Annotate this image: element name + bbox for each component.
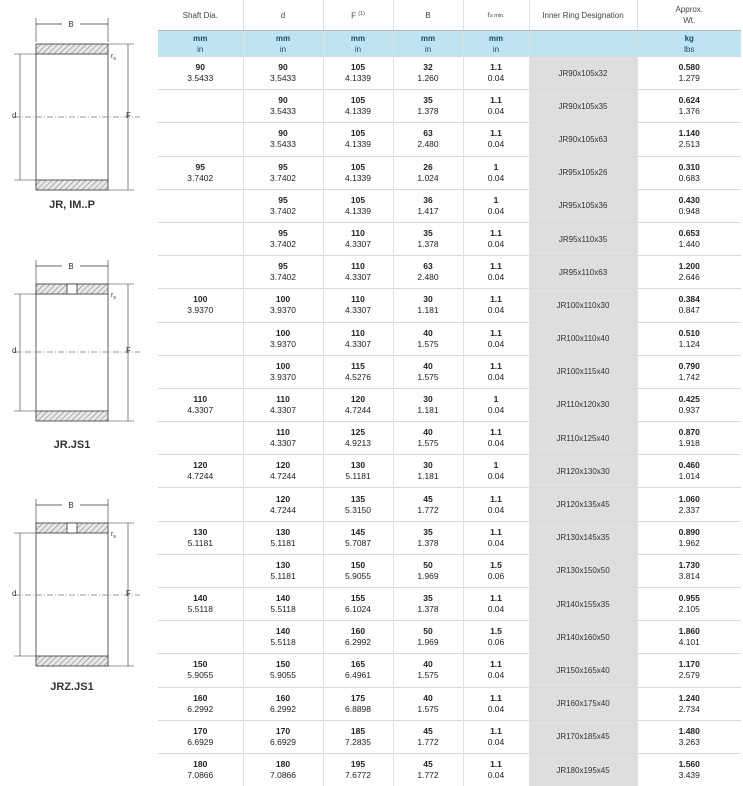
cell-f: 105 4.1339: [323, 156, 393, 189]
cell-d: 130 5.1181: [243, 521, 323, 554]
cell-b: 45 1.772: [393, 488, 463, 521]
cell-weight: 0.580 1.279: [637, 57, 741, 90]
cell-f: 110 4.3307: [323, 222, 393, 255]
table-row: [158, 289, 741, 322]
cell-f: 145 5.7087: [323, 521, 393, 554]
cell-d: 140 5.5118: [243, 588, 323, 621]
dim-r-label: $r_s$: [111, 53, 116, 62]
cell-d: 100 3.9370: [243, 289, 323, 322]
cell-shaft: 140 5.5118: [158, 588, 243, 621]
cell-designation: JR110x120x30: [529, 388, 637, 421]
col-header-weight: Approx. Wt.: [637, 0, 741, 31]
cell-weight: 0.310 0.683: [637, 156, 741, 189]
cell-weight: 0.510 1.124: [637, 322, 741, 355]
cell-designation: JR100x115x40: [529, 355, 637, 388]
table-row: [158, 521, 741, 554]
unit-b: mm in: [393, 31, 463, 57]
cell-d: 95 3.7402: [243, 222, 323, 255]
cell-designation: JR95x110x63: [529, 256, 637, 289]
cell-weight: 0.790 1.742: [637, 355, 741, 388]
table-row: [158, 90, 741, 123]
cell-shaft: 130 5.1181: [158, 521, 243, 554]
cell-b: 40 1.575: [393, 422, 463, 455]
cell-f: 120 4.7244: [323, 388, 393, 421]
cell-weight: 0.870 1.918: [637, 422, 741, 455]
table-row: [158, 554, 741, 587]
cell-shaft: 150 5.9055: [158, 654, 243, 687]
cell-shaft: [158, 189, 243, 222]
table-row: [158, 621, 741, 654]
dim-b-label: B: [68, 501, 74, 510]
cell-d: 180 7.0866: [243, 753, 323, 786]
cell-designation: JR130x145x35: [529, 521, 637, 554]
cell-f: 105 4.1339: [323, 189, 393, 222]
cell-d: 90 3.5433: [243, 57, 323, 90]
cell-f: 115 4.5276: [323, 355, 393, 388]
table-row: [158, 588, 741, 621]
cell-b: 30 1.181: [393, 388, 463, 421]
cell-f: 150 5.9055: [323, 554, 393, 587]
cell-shaft: [158, 256, 243, 289]
cell-b: 50 1.969: [393, 554, 463, 587]
cell-weight: 0.425 0.937: [637, 388, 741, 421]
cell-b: 26 1.024: [393, 156, 463, 189]
cell-b: 45 1.772: [393, 753, 463, 786]
cell-designation: JR130x150x50: [529, 554, 637, 587]
drawing-jrzjs1: [12, 499, 140, 693]
cell-designation: JR90x105x32: [529, 57, 637, 90]
table-row: [158, 189, 741, 222]
drawing-jr: [12, 18, 140, 211]
caption-jr: JR, IM..P: [49, 199, 95, 211]
dim-d-label: d: [12, 589, 17, 598]
unit-f: mm in: [323, 31, 393, 57]
units-row: [158, 31, 741, 57]
cell-f: 110 4.3307: [323, 289, 393, 322]
cell-weight: 0.624 1.376: [637, 90, 741, 123]
table-row: [158, 422, 741, 455]
cell-designation: JR170x185x45: [529, 720, 637, 753]
cell-d: 95 3.7402: [243, 156, 323, 189]
cell-b: 63 2.480: [393, 123, 463, 156]
cell-f: 175 6.8898: [323, 687, 393, 720]
cell-designation: JR160x175x40: [529, 687, 637, 720]
cell-shaft: [158, 355, 243, 388]
cell-weight: 0.430 0.948: [637, 189, 741, 222]
cell-r: 1 0.04: [463, 455, 529, 488]
cell-weight: 1.060 2.337: [637, 488, 741, 521]
cell-weight: 1.240 2.734: [637, 687, 741, 720]
col-header-d: d: [243, 0, 323, 31]
col-header-shaft: Shaft Dia.: [158, 0, 243, 31]
cell-shaft: 110 4.3307: [158, 388, 243, 421]
cell-d: 95 3.7402: [243, 256, 323, 289]
cell-d: 100 3.9370: [243, 355, 323, 388]
cell-shaft: 90 3.5433: [158, 57, 243, 90]
table-row: [158, 222, 741, 255]
cell-r: 1.1 0.04: [463, 753, 529, 786]
cell-designation: JR90x105x35: [529, 90, 637, 123]
cell-weight: 1.200 2.646: [637, 256, 741, 289]
cell-designation: JR100x110x40: [529, 322, 637, 355]
cell-d: 95 3.7402: [243, 189, 323, 222]
cell-f: 110 4.3307: [323, 256, 393, 289]
table-row: [158, 687, 741, 720]
dim-f-label: F: [126, 589, 131, 598]
cell-d: 120 4.7244: [243, 455, 323, 488]
table-row: [158, 753, 741, 786]
caption-jrjs1: JR.JS1: [53, 439, 91, 451]
cell-r: 1 0.04: [463, 388, 529, 421]
cell-b: 63 2.480: [393, 256, 463, 289]
cell-designation: JR95x110x35: [529, 222, 637, 255]
cell-weight: 1.140 2.513: [637, 123, 741, 156]
cell-b: 45 1.772: [393, 720, 463, 753]
cell-designation: JR140x160x50: [529, 621, 637, 654]
cell-weight: 1.560 3.439: [637, 753, 741, 786]
cell-b: 30 1.181: [393, 455, 463, 488]
cell-shaft: [158, 488, 243, 521]
col-header-designation: Inner Ring Designation: [529, 0, 637, 31]
cell-r: 1.1 0.04: [463, 588, 529, 621]
cell-shaft: [158, 422, 243, 455]
cell-b: 35 1.378: [393, 90, 463, 123]
cell-r: 1.1 0.04: [463, 654, 529, 687]
cell-f: 105 4.1339: [323, 123, 393, 156]
unit-weight: kg lbs: [637, 31, 741, 57]
cell-weight: 0.890 1.962: [637, 521, 741, 554]
cell-shaft: [158, 322, 243, 355]
cell-shaft: 160 6.2992: [158, 687, 243, 720]
cell-designation: JR180x195x45: [529, 753, 637, 786]
cell-designation: JR95x105x26: [529, 156, 637, 189]
cell-r: 1.1 0.04: [463, 687, 529, 720]
cell-designation: JR95x105x36: [529, 189, 637, 222]
unit-d: mm in: [243, 31, 323, 57]
dim-f-label: F: [126, 111, 131, 120]
cell-designation: JR120x135x45: [529, 488, 637, 521]
cell-f: 110 4.3307: [323, 322, 393, 355]
dim-b-label: B: [68, 20, 74, 29]
cell-b: 35 1.378: [393, 222, 463, 255]
cell-shaft: 180 7.0866: [158, 753, 243, 786]
cell-f: 165 6.4961: [323, 654, 393, 687]
cell-r: 1.1 0.04: [463, 222, 529, 255]
cell-r: 1.1 0.04: [463, 322, 529, 355]
cell-r: 1 0.04: [463, 156, 529, 189]
cell-shaft: [158, 222, 243, 255]
cell-f: 185 7.2835: [323, 720, 393, 753]
cell-r: 1.1 0.04: [463, 256, 529, 289]
cell-b: 32 1.260: [393, 57, 463, 90]
cell-r: 1.1 0.04: [463, 289, 529, 322]
table-row: [158, 322, 741, 355]
cell-r: 1.1 0.04: [463, 521, 529, 554]
cell-b: 35 1.378: [393, 521, 463, 554]
unit-shaft: mm in: [158, 31, 243, 57]
table-row: [158, 355, 741, 388]
dim-f-label: F: [126, 346, 131, 355]
cell-d: 130 5.1181: [243, 554, 323, 587]
drawing-jrjs1: [12, 260, 140, 451]
cell-d: 100 3.9370: [243, 322, 323, 355]
header-row: [158, 0, 741, 31]
cell-weight: 0.384 0.847: [637, 289, 741, 322]
dim-b-label: B: [68, 262, 74, 271]
cell-f: 160 6.2992: [323, 621, 393, 654]
cell-r: 1 0.04: [463, 189, 529, 222]
cell-f: 135 5.3150: [323, 488, 393, 521]
table-row: [158, 156, 741, 189]
cell-weight: 0.955 2.105: [637, 588, 741, 621]
cell-d: 110 4.3307: [243, 422, 323, 455]
cell-designation: JR110x125x40: [529, 422, 637, 455]
cell-f: 105 4.1339: [323, 57, 393, 90]
cell-shaft: [158, 90, 243, 123]
cell-r: 1.1 0.04: [463, 720, 529, 753]
table-row: [158, 57, 741, 90]
dim-r-label: $r_s$: [111, 531, 116, 540]
cell-r: 1.1 0.04: [463, 422, 529, 455]
cell-weight: 0.460 1.014: [637, 455, 741, 488]
cell-b: 40 1.575: [393, 322, 463, 355]
cell-d: 90 3.5433: [243, 123, 323, 156]
cell-d: 140 5.5118: [243, 621, 323, 654]
dim-d-label: d: [12, 346, 17, 355]
col-header-f: F $^{(1)}$: [323, 0, 393, 31]
cell-d: 90 3.5433: [243, 90, 323, 123]
cell-shaft: 170 6.6929: [158, 720, 243, 753]
cell-d: 170 6.6929: [243, 720, 323, 753]
cell-b: 40 1.575: [393, 355, 463, 388]
cell-designation: JR140x155x35: [529, 588, 637, 621]
cell-d: 160 6.2992: [243, 687, 323, 720]
cell-b: 36 1.417: [393, 189, 463, 222]
cell-f: 105 4.1339: [323, 90, 393, 123]
col-header-b: B: [393, 0, 463, 31]
cell-d: 120 4.7244: [243, 488, 323, 521]
unit-r: mm in: [463, 31, 529, 57]
table-row: [158, 388, 741, 421]
cell-weight: 1.480 3.263: [637, 720, 741, 753]
cell-designation: JR100x110x30: [529, 289, 637, 322]
cell-f: 155 6.1024: [323, 588, 393, 621]
dim-d-label: d: [12, 111, 17, 120]
cell-b: 30 1.181: [393, 289, 463, 322]
cell-weight: 1.860 4.101: [637, 621, 741, 654]
cell-designation: JR150x165x40: [529, 654, 637, 687]
cell-weight: 0.653 1.440: [637, 222, 741, 255]
cell-r: 1.1 0.04: [463, 57, 529, 90]
cell-shaft: 95 3.7402: [158, 156, 243, 189]
cell-d: 150 5.9055: [243, 654, 323, 687]
cell-designation: JR90x105x63: [529, 123, 637, 156]
cell-shaft: [158, 123, 243, 156]
cell-f: 125 4.9213: [323, 422, 393, 455]
table-row: [158, 720, 741, 753]
cell-r: 1.1 0.04: [463, 488, 529, 521]
cell-r: 1.1 0.04: [463, 123, 529, 156]
col-header-r: rs min.: [463, 0, 529, 31]
table-row: [158, 488, 741, 521]
cell-r: 1.1 0.04: [463, 355, 529, 388]
table-row: [158, 654, 741, 687]
cell-b: 40 1.575: [393, 687, 463, 720]
cell-b: 40 1.575: [393, 654, 463, 687]
cell-r: 1.1 0.04: [463, 90, 529, 123]
table-row: [158, 123, 741, 156]
table-row: [158, 256, 741, 289]
cell-r: 1.5 0.06: [463, 554, 529, 587]
cell-weight: 1.730 3.814: [637, 554, 741, 587]
cell-f: 130 5.1181: [323, 455, 393, 488]
cell-designation: JR120x130x30: [529, 455, 637, 488]
unit-designation: [529, 31, 637, 57]
caption-jrzjs1: JRZ.JS1: [50, 681, 94, 693]
bearing-drawings: [0, 0, 157, 767]
cell-b: 35 1.378: [393, 588, 463, 621]
dim-r-label: $r_s$: [111, 292, 116, 301]
cell-f: 195 7.6772: [323, 753, 393, 786]
cell-d: 110 4.3307: [243, 388, 323, 421]
cell-shaft: [158, 621, 243, 654]
cell-shaft: 120 4.7244: [158, 455, 243, 488]
cell-r: 1.5 0.06: [463, 621, 529, 654]
cell-shaft: 100 3.9370: [158, 289, 243, 322]
inner-ring-table: [158, 0, 741, 786]
cell-weight: 1.170 2.579: [637, 654, 741, 687]
table-row: [158, 455, 741, 488]
cell-shaft: [158, 554, 243, 587]
cell-b: 50 1.969: [393, 621, 463, 654]
